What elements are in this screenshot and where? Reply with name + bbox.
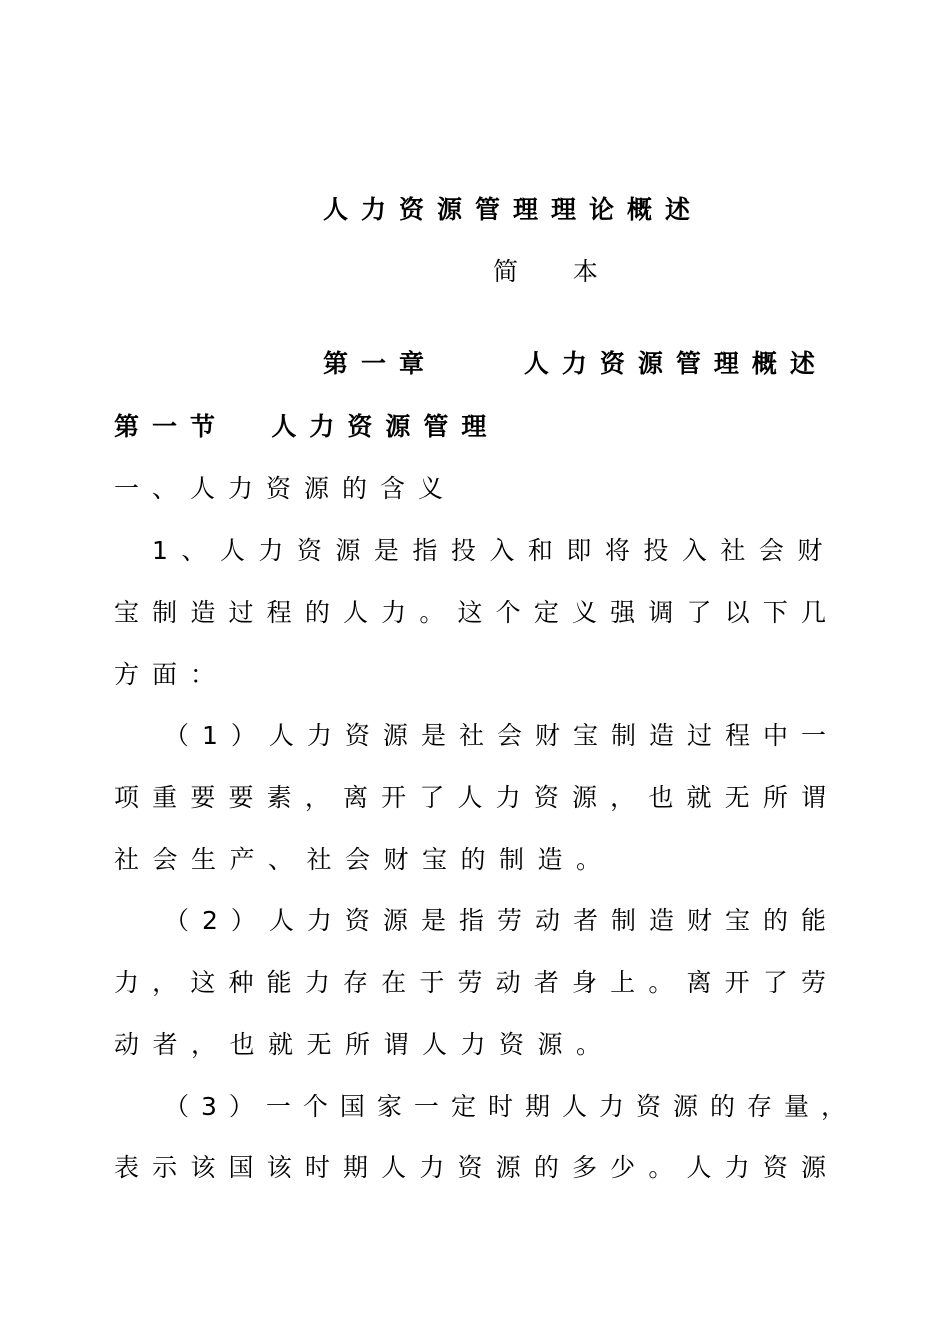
body-line: 力，这种能力存在于劳动者身上。离开了劳 [114, 968, 826, 997]
body-line: （3）一个国家一定时期人力资源的存量， [164, 1092, 846, 1121]
document-title: 人力资源管理理论概述 [323, 195, 704, 224]
body-line: （1）人力资源是社会财宝制造过程中一 [164, 721, 826, 750]
body-line: 动者，也就无所谓人力资源。 [114, 1030, 615, 1059]
body-line: 社会生产、社会财宝的制造。 [114, 845, 615, 874]
subheading: 一、人力资源的含义 [114, 474, 457, 503]
section-heading: 第一节 人力资源管理 [114, 412, 500, 441]
body-line: 表示该国该时期人力资源的多少。人力资源 [114, 1153, 826, 1182]
body-line: 1、人力资源是指投入和即将投入社会财 [152, 536, 836, 565]
body-line: 宝制造过程的人力。这个定义强调了以下几 [114, 598, 826, 627]
body-line: （2）人力资源是指劳动者制造财宝的能 [164, 906, 826, 935]
document-subtitle: 简 本 [493, 257, 611, 286]
chapter-heading: 第一章 人力资源管理概述 [323, 349, 828, 378]
body-line: 项重要要素，离开了人力资源，也就无所谓 [114, 783, 826, 812]
body-line: 方面： [114, 660, 229, 689]
